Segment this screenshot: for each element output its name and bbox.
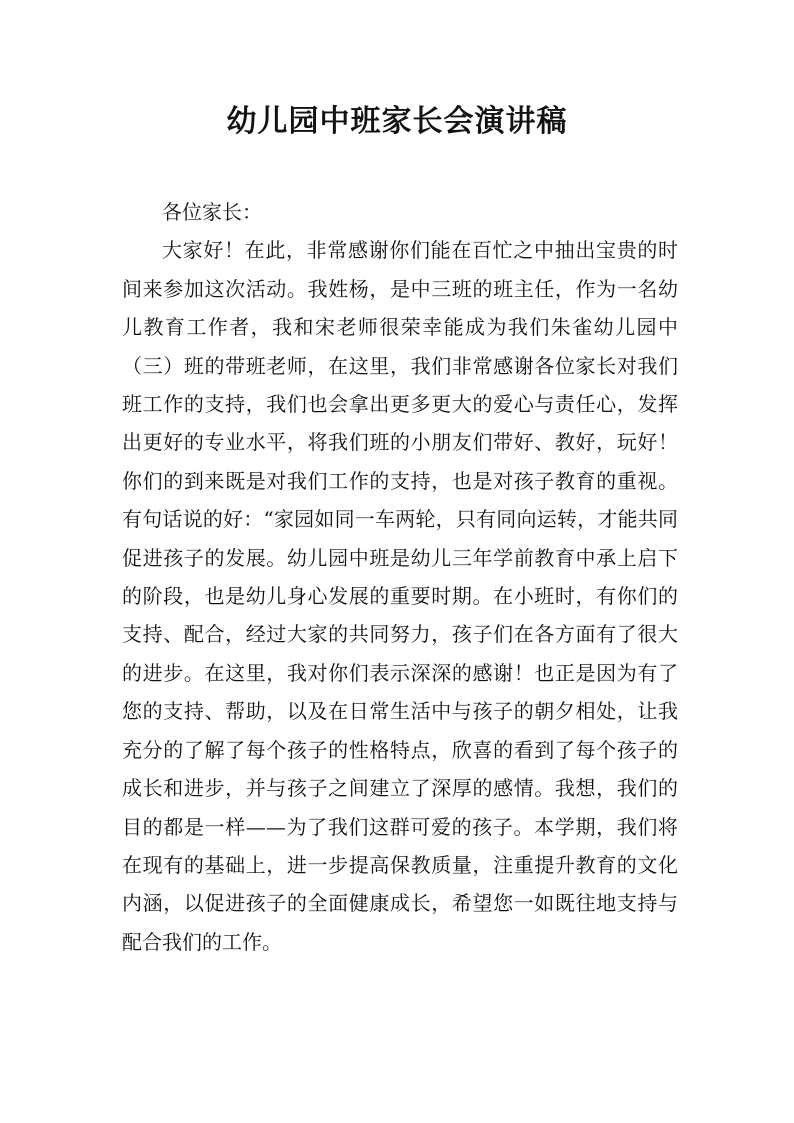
document-body <box>122 193 678 961</box>
salutation: 各位家长： <box>162 200 262 224</box>
page-title: 幼儿园中班家长会演讲稿 <box>226 104 568 139</box>
body-paragraph: 大家好！在此，非常感谢你们能在百忙之中抽出宝贵的时间来参加这次活动。我姓杨，是中三班的班主任，作为一名幼儿教育工作者，我和宋老师很荣幸能成为我们朱雀幼儿园中（三）班的带班老师，在这里，我们非常感谢各位家长对我们班工作的支持，我们也会拿出更多更大的爱心与责任心，发挥出更好的专业水平，将我们班的小朋友们带好、教好，玩好！你们的到来既是对我们工作的支持，也是对孩子教育的重视。有句话说的好：“家园如同一车两轮，只有同向运转，才能共同促进孩子的发展。幼儿园中班是幼儿三年学前教育中承上启下的阶段，也是幼儿身心发展的重要时期。在小班时，有你们的支持、配合，经过大家的共同努力，孩子们在各方面有了很大的进步。在这里，我对你们表示深深的感谢！也正是因为有了您的支持、帮助，以及在日常生活中与孩子的朝夕相处，让我充分的了解了每个孩子的性格特点，欣喜的看到了每个孩子的成长和进步，并与孩子之间建立了深厚的感情。我想，我们的目的都是一样——为了我们这群可爱的孩子。本学期，我们将在现有的基础上，进一步提高保教质量，注重提升教育的文化内涵，以促进孩子的全面健康成长，希望您一如既往地支持与配合我们的工作。 <box>122 238 678 954</box>
